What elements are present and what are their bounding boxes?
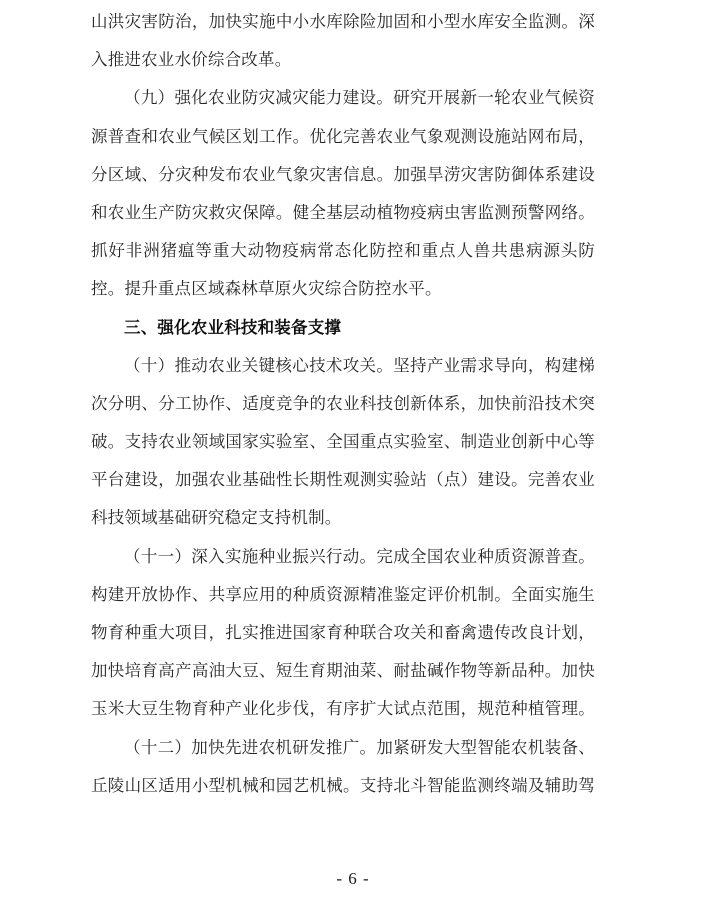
text-block bbox=[91, 3, 595, 805]
text-line: 构建开放协作、共享应用的种质资源精准鉴定评价机制。全面实施生 bbox=[91, 584, 595, 604]
text-line: 源普查和农业气候区划工作。优化完善农业气象观测设施站网布局， bbox=[91, 126, 595, 146]
text-line: 平台建设，加强农业基础性长期性观测实验站（点）建设。完善农业 bbox=[91, 470, 595, 490]
text-line: 物育种重大项目，扎实推进国家育种联合攻关和畜禽遗传改良计划， bbox=[91, 623, 595, 642]
text-line: 入推进农业水价综合改革。 bbox=[91, 50, 292, 70]
text-line: 破。支持农业领域国家实验室、全国重点实验室、制造业创新中心等 bbox=[91, 432, 595, 452]
text-line: 控。提升重点区域森林草原火灾综合防控水平。 bbox=[91, 279, 442, 299]
page-number: - 6 - bbox=[336, 869, 370, 888]
text-line: 加快培育高产高油大豆、短生育期油菜、耐盐碱作物等新品种。加快 bbox=[91, 661, 595, 681]
text-line: （十二）加快先进农机研发推广。加紧研发大型智能农机装备、 bbox=[124, 737, 595, 757]
text-line: 丘陵山区适用小型机械和园艺机械。支持北斗智能监测终端及辅助驾 bbox=[91, 775, 595, 795]
text-line: 科技领域基础研究稳定支持机制。 bbox=[91, 508, 342, 528]
text-line: 次分明、分工协作、适度竞争的农业科技创新体系，加快前沿技术突 bbox=[91, 393, 595, 413]
text-line: （九）强化农业防灾减灾能力建设。研究开展新一轮农业气候资 bbox=[124, 88, 595, 108]
text-line: 和农业生产防灾救灾保障。健全基层动植物疫病虫害监测预警网络。 bbox=[91, 202, 595, 222]
text-line: （十一）深入实施种业振兴行动。完成全国农业种质资源普查。 bbox=[124, 546, 595, 566]
text-line: 山洪灾害防治，加快实施中小水库除险加固和小型水库安全监测。深 bbox=[91, 12, 595, 31]
text-line: （十）推动农业关键核心技术攻关。坚持产业需求导向，构建梯 bbox=[124, 355, 595, 375]
section-heading: 三、强化农业科技和装备支撑 bbox=[124, 317, 342, 337]
text-line: 抓好非洲猪瘟等重大动物疫病常态化防控和重点人兽共患病源头防 bbox=[91, 241, 595, 261]
text-line: 分区域、分灾种发布农业气象灾害信息。加强旱涝灾害防御体系建设 bbox=[91, 164, 595, 184]
text-line: 玉米大豆生物育种产业化步伐，有序扩大试点范围，规范种植管理。 bbox=[91, 699, 595, 719]
